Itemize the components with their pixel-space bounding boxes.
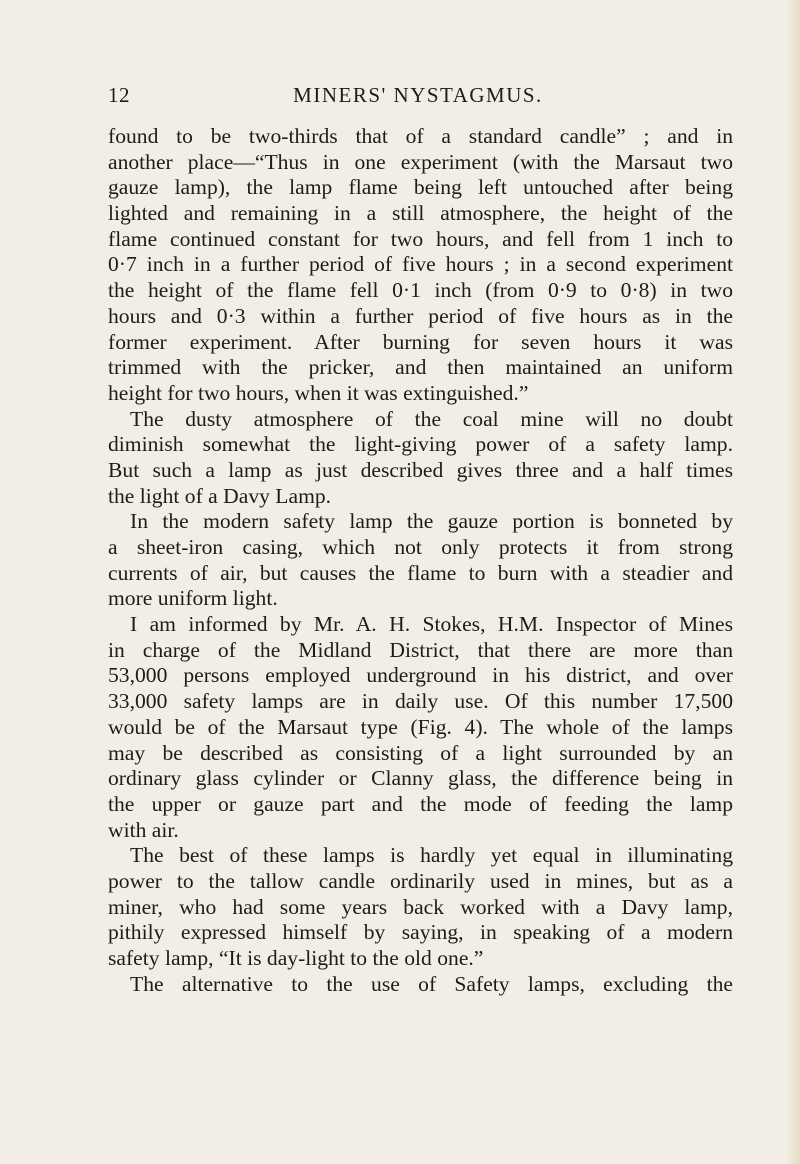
text-line: the light of a Davy Lamp.	[108, 483, 332, 508]
text-line: safety lamp, “It is day-light to the old one.”	[108, 946, 484, 970]
text-line: 0·7 inch in a further period of five hours ; in a second experiment	[108, 252, 733, 277]
text-line: found to be two-thirds that of a standard candle” ; and in	[108, 124, 733, 148]
text-line: The best of these lamps is hardly yet equal in illuminating	[130, 843, 733, 868]
text-line: a sheet-iron casing, which not only protects it from strong	[108, 535, 733, 559]
text-line: miner, who had some years back worked with a Davy lamp,	[108, 894, 733, 919]
text-line: another place—“Thus in one experiment (with the Marsaut two	[108, 149, 733, 174]
page-number: 12	[108, 83, 130, 107]
body-text	[108, 124, 733, 997]
text-line: power to the tallow candle ordinarily used in mines, but as a	[108, 868, 733, 893]
page-edge-shadow	[786, 0, 800, 1164]
text-line: 53,000 persons employed underground in his district, and over	[108, 663, 733, 688]
page-header	[108, 83, 728, 107]
text-line: the upper or gauze part and the mode of feeding the lamp	[108, 791, 733, 816]
text-line: diminish somewhat the light-giving power of a safety lamp.	[108, 432, 733, 457]
text-line: The alternative to the use of Safety lamps, excluding the	[130, 971, 733, 996]
text-line: But such a lamp as just described gives three and a half times	[108, 457, 733, 482]
text-line: flame continued constant for two hours, and fell from 1 inch to	[108, 226, 733, 251]
text-line: I am informed by Mr. A. H. Stokes, H.M. Inspector of Mines	[130, 612, 733, 637]
text-line: In the modern safety lamp the gauze portion is bonneted by	[130, 509, 733, 534]
text-line: lighted and remaining in a still atmosphere, the height of the	[108, 201, 733, 226]
text-line: hours and 0·3 within a further period of five hours as in the	[108, 303, 733, 328]
running-title: MINERS' NYSTAGMUS.	[293, 83, 543, 107]
text-line: The dusty atmosphere of the coal mine will no doubt	[130, 406, 733, 431]
text-line: the height of the flame fell 0·1 inch (from 0·9 to 0·8) in two	[108, 278, 733, 303]
text-line: ordinary glass cylinder or Clanny glass, the difference being in	[108, 766, 733, 791]
text-line: more uniform light.	[108, 586, 278, 611]
text-line: height for two hours, when it was extinguished.”	[108, 380, 529, 405]
text-line: former experiment. After burning for seven hours it was	[108, 329, 733, 354]
text-line: would be of the Marsaut type (Fig. 4). The whole of the lamps	[108, 714, 733, 739]
text-line: currents of air, but causes the flame to burn with a steadier and	[108, 560, 733, 585]
text-line: with air.	[108, 817, 179, 842]
text-line: may be described as consisting of a light surrounded by an	[108, 740, 733, 765]
text-line: 33,000 safety lamps are in daily use. Of this number 17,500	[108, 689, 733, 714]
text-line: trimmed with the pricker, and then maintained an uniform	[108, 355, 733, 380]
text-line: in charge of the Midland District, that there are more than	[108, 637, 733, 662]
text-line: gauze lamp), the lamp flame being left untouched after being	[108, 175, 733, 200]
text-line: pithily expressed himself by saying, in speaking of a modern	[108, 920, 733, 945]
